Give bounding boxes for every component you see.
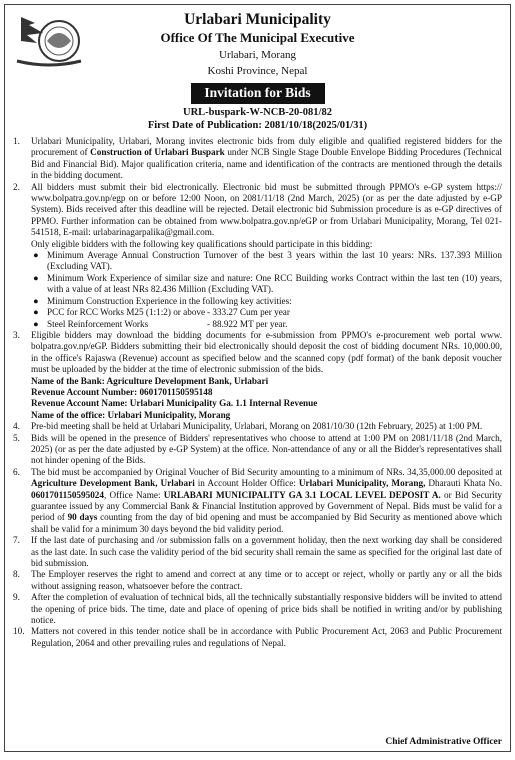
signature: Chief Administrative Officer — [385, 737, 502, 747]
item-8: 8. The Employer reserves the right to amend and correct at any time or to accept or reject, wholly or partly any or all the bids without assigning reason, whatsoever before the contract. — [13, 569, 502, 591]
item-5: 5. Bids will be opened in the presence of Bidders' representatives who choose to attend at 1:00 PM on 2081/11/18 (2nd March, 2025) (or as per the date adjusted by e-GP System) at the office. Non-attendance of any or all the Bidder's representatives shall not hinder opening of the Bids. — [13, 432, 502, 466]
item-7: 7. If the last date of purchasing and /or submission falls on a government holiday, then the next working day shall be considered as the last date. In such case the validity period of the bid security shall remain the same as specified for the original last date of bid submission. — [13, 535, 502, 569]
notice-body — [5, 132, 510, 649]
item-1: 1. Urlabari Municipality, Urlabari, Morang invites electronic bids from duly eligible and qualified registered bidders for the procurement of Construction of Urlabari Buspark under NCB Single Stage Double Envelope Bidding Procedures (Technical Bid and Financial Bid). Major qualification criteria, name and identification of the contracts are mentioned through the details in the bidding document. — [13, 136, 502, 181]
qualification-1: ● Minimum Average Annual Construction Turnover of the best 3 years within the last 10 years: NRs. 137.393 Million (Excluding VAT). — [33, 250, 502, 272]
bank-office-name: Name of the office: Urlabari Municipality, Morang — [31, 409, 231, 420]
item-4: 4. Pre-bid meeting shall be held at Urlabari Municipality, Urlabari, Morang on 2081/10/30 (12th February, 2025) at 1:00 PM. — [13, 421, 483, 432]
address-line-1: Urlabari, Morang — [219, 49, 296, 61]
item-9: 9. After the completion of evaluation of technical bids, all the technically substantially responsive bidders will be invited to attend the opening of price bids. The time, date and place of opening of price bids shall be notified in writing and/or by publishing notice. — [13, 592, 502, 626]
activity-2: ● Steel Reinforcement Works - 88.922 MT per year. — [33, 318, 288, 329]
notice — [4, 4, 511, 752]
reference-number: URL-buspark-W-NCB-20-081/82 — [183, 107, 332, 118]
item-6: 6. The bid must be accompanied by Original Voucher of Bid Security amounting to a minimum of NRs. 34,35,000.00 deposited at Agriculture Development Bank, Urlabari in Account Holder Office: Urlabari Municipality, Morang, Dharauti Khata No. 0601701150595024, Office Name: URLABARI MUNICIPALITY GA 3.1 LOCAL LEVEL DEPOSIT A. or Bid Security guarantee issued by any Commercial Bank & Financial Institution approved by Government of Nepal. Bids must be valid for a period of 90 days counting from the day of bid opening and must be accompanied by Bid Security as mentioned above which shall be valid for a minimum 30 days beyond the bid validity period. — [13, 466, 503, 534]
bank-account-number: Revenue Account Number: 0601701150595148 — [31, 386, 213, 397]
item-3: 3. Eligible bidders may download the bidding documents for e-submission from PPMO's e-procurement web portal www. bolpatra.gov.np/eGP. Bidders submitting their bid electronically should deposit the cost of bidding document NRs. 10,000.00, in the office's Rajaswa (Revenue) account as specified below and the scanned copy (pdf format) of the bank deposit voucher must be uploaded by the bidder at the time of electronic submission of the bids. — [13, 329, 502, 375]
municipality-title: Urlabari Municipality — [184, 11, 331, 28]
publication-date: First Date of Publication: 2081/10/18(2025/01/31) — [147, 120, 368, 131]
item-2: 2. All bidders must submit their bid electronically. Electronic bid must be submitted through PPMO's e-GP system https:// www.bolpatra.gov.np/egp on or before 12:00 Noon, on 2081/11/18 (2nd March, 2025) (or as per the date adjusted by e-GP System). Bids received after this deadline will be rejected. Detail electronic bid Submission procedure is as e-GP directives of PPMO. Further information can be obtained from www.bolpatra.gov.np/eGP or from Urlabari Municipality, Morang, Tel 021-541518, E-mail: urlabarinagarpalika@gmail.com. Only eligible bidders with the following key qualifications should participate in this bidding: — [13, 181, 502, 249]
address-line-2: Koshi Province, Nepal — [207, 65, 308, 77]
qualification-2: ● Minimum Work Experience of similar size and nature: One RCC Building works Contract within the last ten (10) years, with a value of at least NRs 82.436 Million (Excluding VAT). — [33, 272, 502, 295]
invitation-banner: Invitation for Bids — [191, 83, 325, 104]
activity-1: ● PCC for RCC Works M25 (1:1:2) or above - 333.27 Cum per year — [33, 307, 290, 318]
office-title: Office Of The Municipal Executive — [160, 30, 355, 45]
bank-account-name: Revenue Account Name: Urlabari Municipality Ga. 1.1 Internal Revenue — [31, 398, 318, 409]
nepal-emblem-icon — [13, 11, 85, 69]
qualification-3: ● Minimum Construction Experience in the following key activities: — [33, 295, 292, 306]
item-10: 10. Matters not covered in this tender notice shall be in accordance with Public Procurement Act, 2063 and Public Procurement Regulation, 2064 and other prevailing rules and regulations of Nepal. — [13, 626, 502, 648]
bank-name: Name of the Bank: Agriculture Development Bank, Urlabari — [31, 375, 269, 386]
